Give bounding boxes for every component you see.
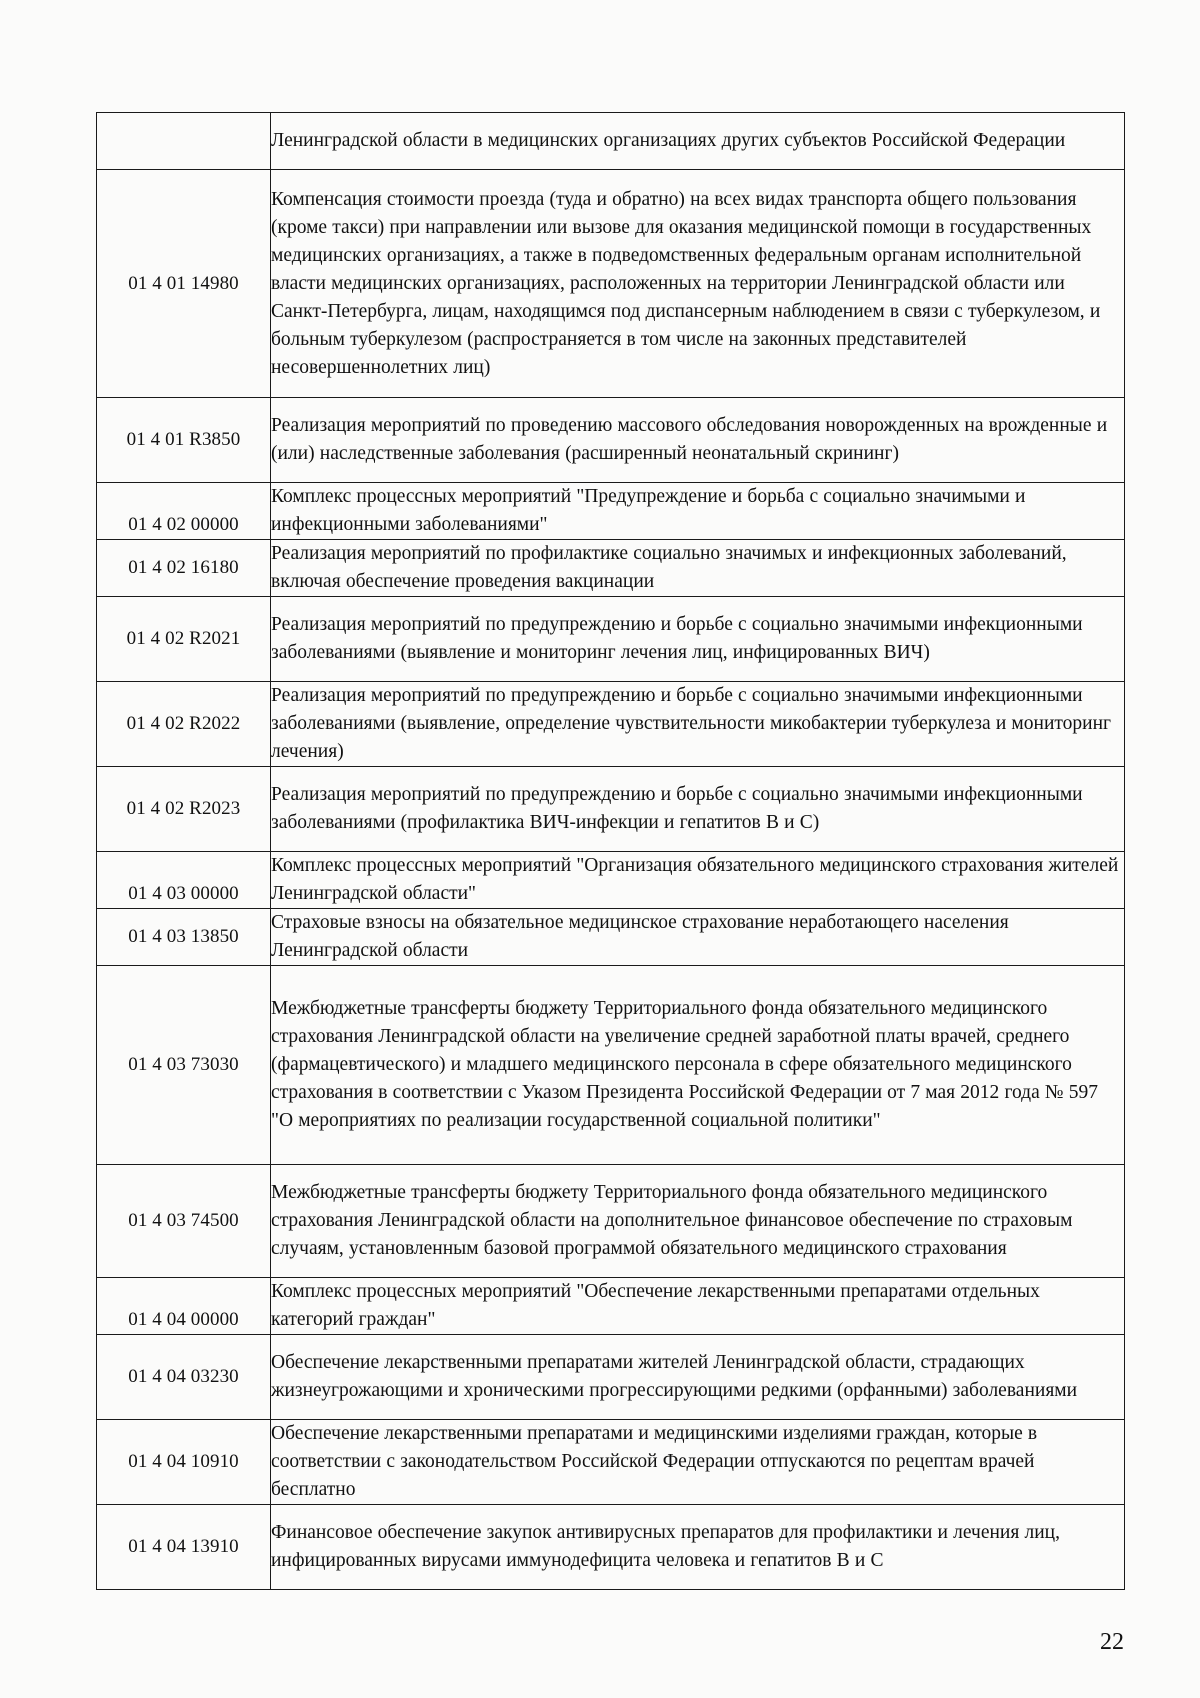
table-row — [97, 852, 1125, 909]
table-row — [97, 767, 1125, 852]
table-row — [97, 1335, 1125, 1420]
row-code: 01 4 02 R2022 — [97, 682, 271, 767]
row-description: Компенсация стоимости проезда (туда и обратно) на всех видах транспорта общего пользования (кроме такси) при направлении или вызове для оказания медицинской помощи в государственных медицинских организациях, а также в подведомственных федеральным органам исполнительной власти медицинских организациях, расположенных на территории Ленинградской области или Санкт-Петербурга, лицам, находящимся под диспансерным наблюдением в связи с туберкулезом, и больным туберкулезом (распространяется в том числе на законных представителей несовершеннолетних лиц) — [271, 170, 1125, 398]
row-code: 01 4 02 R2023 — [97, 767, 271, 852]
table-row — [97, 909, 1125, 966]
row-code: 01 4 01 14980 — [97, 170, 271, 398]
table-row — [97, 483, 1125, 540]
row-description: Финансовое обеспечение закупок антивирусных препаратов для профилактики и лечения лиц, инфицированных вирусами иммунодефицита человека и гепатитов В и С — [271, 1505, 1125, 1590]
table-row — [97, 1420, 1125, 1505]
row-description: Комплекс процессных мероприятий "Организация обязательного медицинского страхования жителей Ленинградской области" — [271, 852, 1125, 909]
table-row — [97, 682, 1125, 767]
table-row — [97, 398, 1125, 483]
table-row — [97, 966, 1125, 1165]
row-code: 01 4 02 16180 — [97, 540, 271, 597]
row-code: 01 4 04 13910 — [97, 1505, 271, 1590]
row-code: 01 4 03 00000 — [97, 852, 271, 909]
row-code: 01 4 04 10910 — [97, 1420, 271, 1505]
row-code: 01 4 02 R2021 — [97, 597, 271, 682]
row-description: Реализация мероприятий по предупреждению и борьбе с социально значимыми инфекционными заболеваниями (выявление, определение чувствительности микобактерии туберкулеза и мониторинг лечения) — [271, 682, 1125, 767]
row-description: Обеспечение лекарственными препаратами жителей Ленинградской области, страдающих жизнеугрожающими и хроническими прогрессирующими редкими (орфанными) заболеваниями — [271, 1335, 1125, 1420]
row-description: Межбюджетные трансферты бюджету Территориального фонда обязательного медицинского страхования Ленинградской области на дополнительное финансовое обеспечение по страховым случаям, установленным базовой программой обязательного медицинского страхования — [271, 1165, 1125, 1278]
row-description: Страховые взносы на обязательное медицинское страхование неработающего населения Ленинградской области — [271, 909, 1125, 966]
budget-classification-table — [96, 112, 1125, 1590]
table-row — [97, 113, 1125, 170]
row-description: Комплекс процессных мероприятий "Обеспечение лекарственными препаратами отдельных категорий граждан" — [271, 1278, 1125, 1335]
row-code: 01 4 04 03230 — [97, 1335, 271, 1420]
table-row — [97, 1165, 1125, 1278]
row-description: Обеспечение лекарственными препаратами и медицинскими изделиями граждан, которые в соответствии с законодательством Российской Федерации отпускаются по рецептам врачей бесплатно — [271, 1420, 1125, 1505]
table-row — [97, 540, 1125, 597]
row-description: Реализация мероприятий по предупреждению и борьбе с социально значимыми инфекционными заболеваниями (профилактика ВИЧ-инфекции и гепатитов В и С) — [271, 767, 1125, 852]
page-number: 22 — [1100, 1629, 1124, 1655]
row-code: 01 4 03 73030 — [97, 966, 271, 1165]
row-description: Ленинградской области в медицинских организациях других субъектов Российской Федерации — [271, 113, 1125, 170]
row-code: 01 4 02 00000 — [97, 483, 271, 540]
row-description: Межбюджетные трансферты бюджету Территориального фонда обязательного медицинского страхования Ленинградской области на увеличение средней заработной платы врачей, среднего (фармацевтического) и младшего медицинского персонала в сфере обязательного медицинского страхования в соответствии с Указом Президента Российской Федерации от 7 мая 2012 года № 597 "О мероприятиях по реализации государственной социальной политики" — [271, 966, 1125, 1165]
row-code: 01 4 04 00000 — [97, 1278, 271, 1335]
table-row — [97, 1505, 1125, 1590]
row-description: Реализация мероприятий по предупреждению и борьбе с социально значимыми инфекционными заболеваниями (выявление и мониторинг лечения лиц, инфицированных ВИЧ) — [271, 597, 1125, 682]
row-description: Комплекс процессных мероприятий "Предупреждение и борьба с социально значимыми и инфекционными заболеваниями" — [271, 483, 1125, 540]
row-description: Реализация мероприятий по проведению массового обследования новорожденных на врожденные и (или) наследственные заболевания (расширенный неонатальный скрининг) — [271, 398, 1125, 483]
row-code: 01 4 01 R3850 — [97, 398, 271, 483]
row-code: 01 4 03 74500 — [97, 1165, 271, 1278]
row-code — [97, 113, 271, 170]
row-description: Реализация мероприятий по профилактике социально значимых и инфекционных заболеваний, включая обеспечение проведения вакцинации — [271, 540, 1125, 597]
row-code: 01 4 03 13850 — [97, 909, 271, 966]
table-row — [97, 170, 1125, 398]
table-row — [97, 597, 1125, 682]
table-row — [97, 1278, 1125, 1335]
